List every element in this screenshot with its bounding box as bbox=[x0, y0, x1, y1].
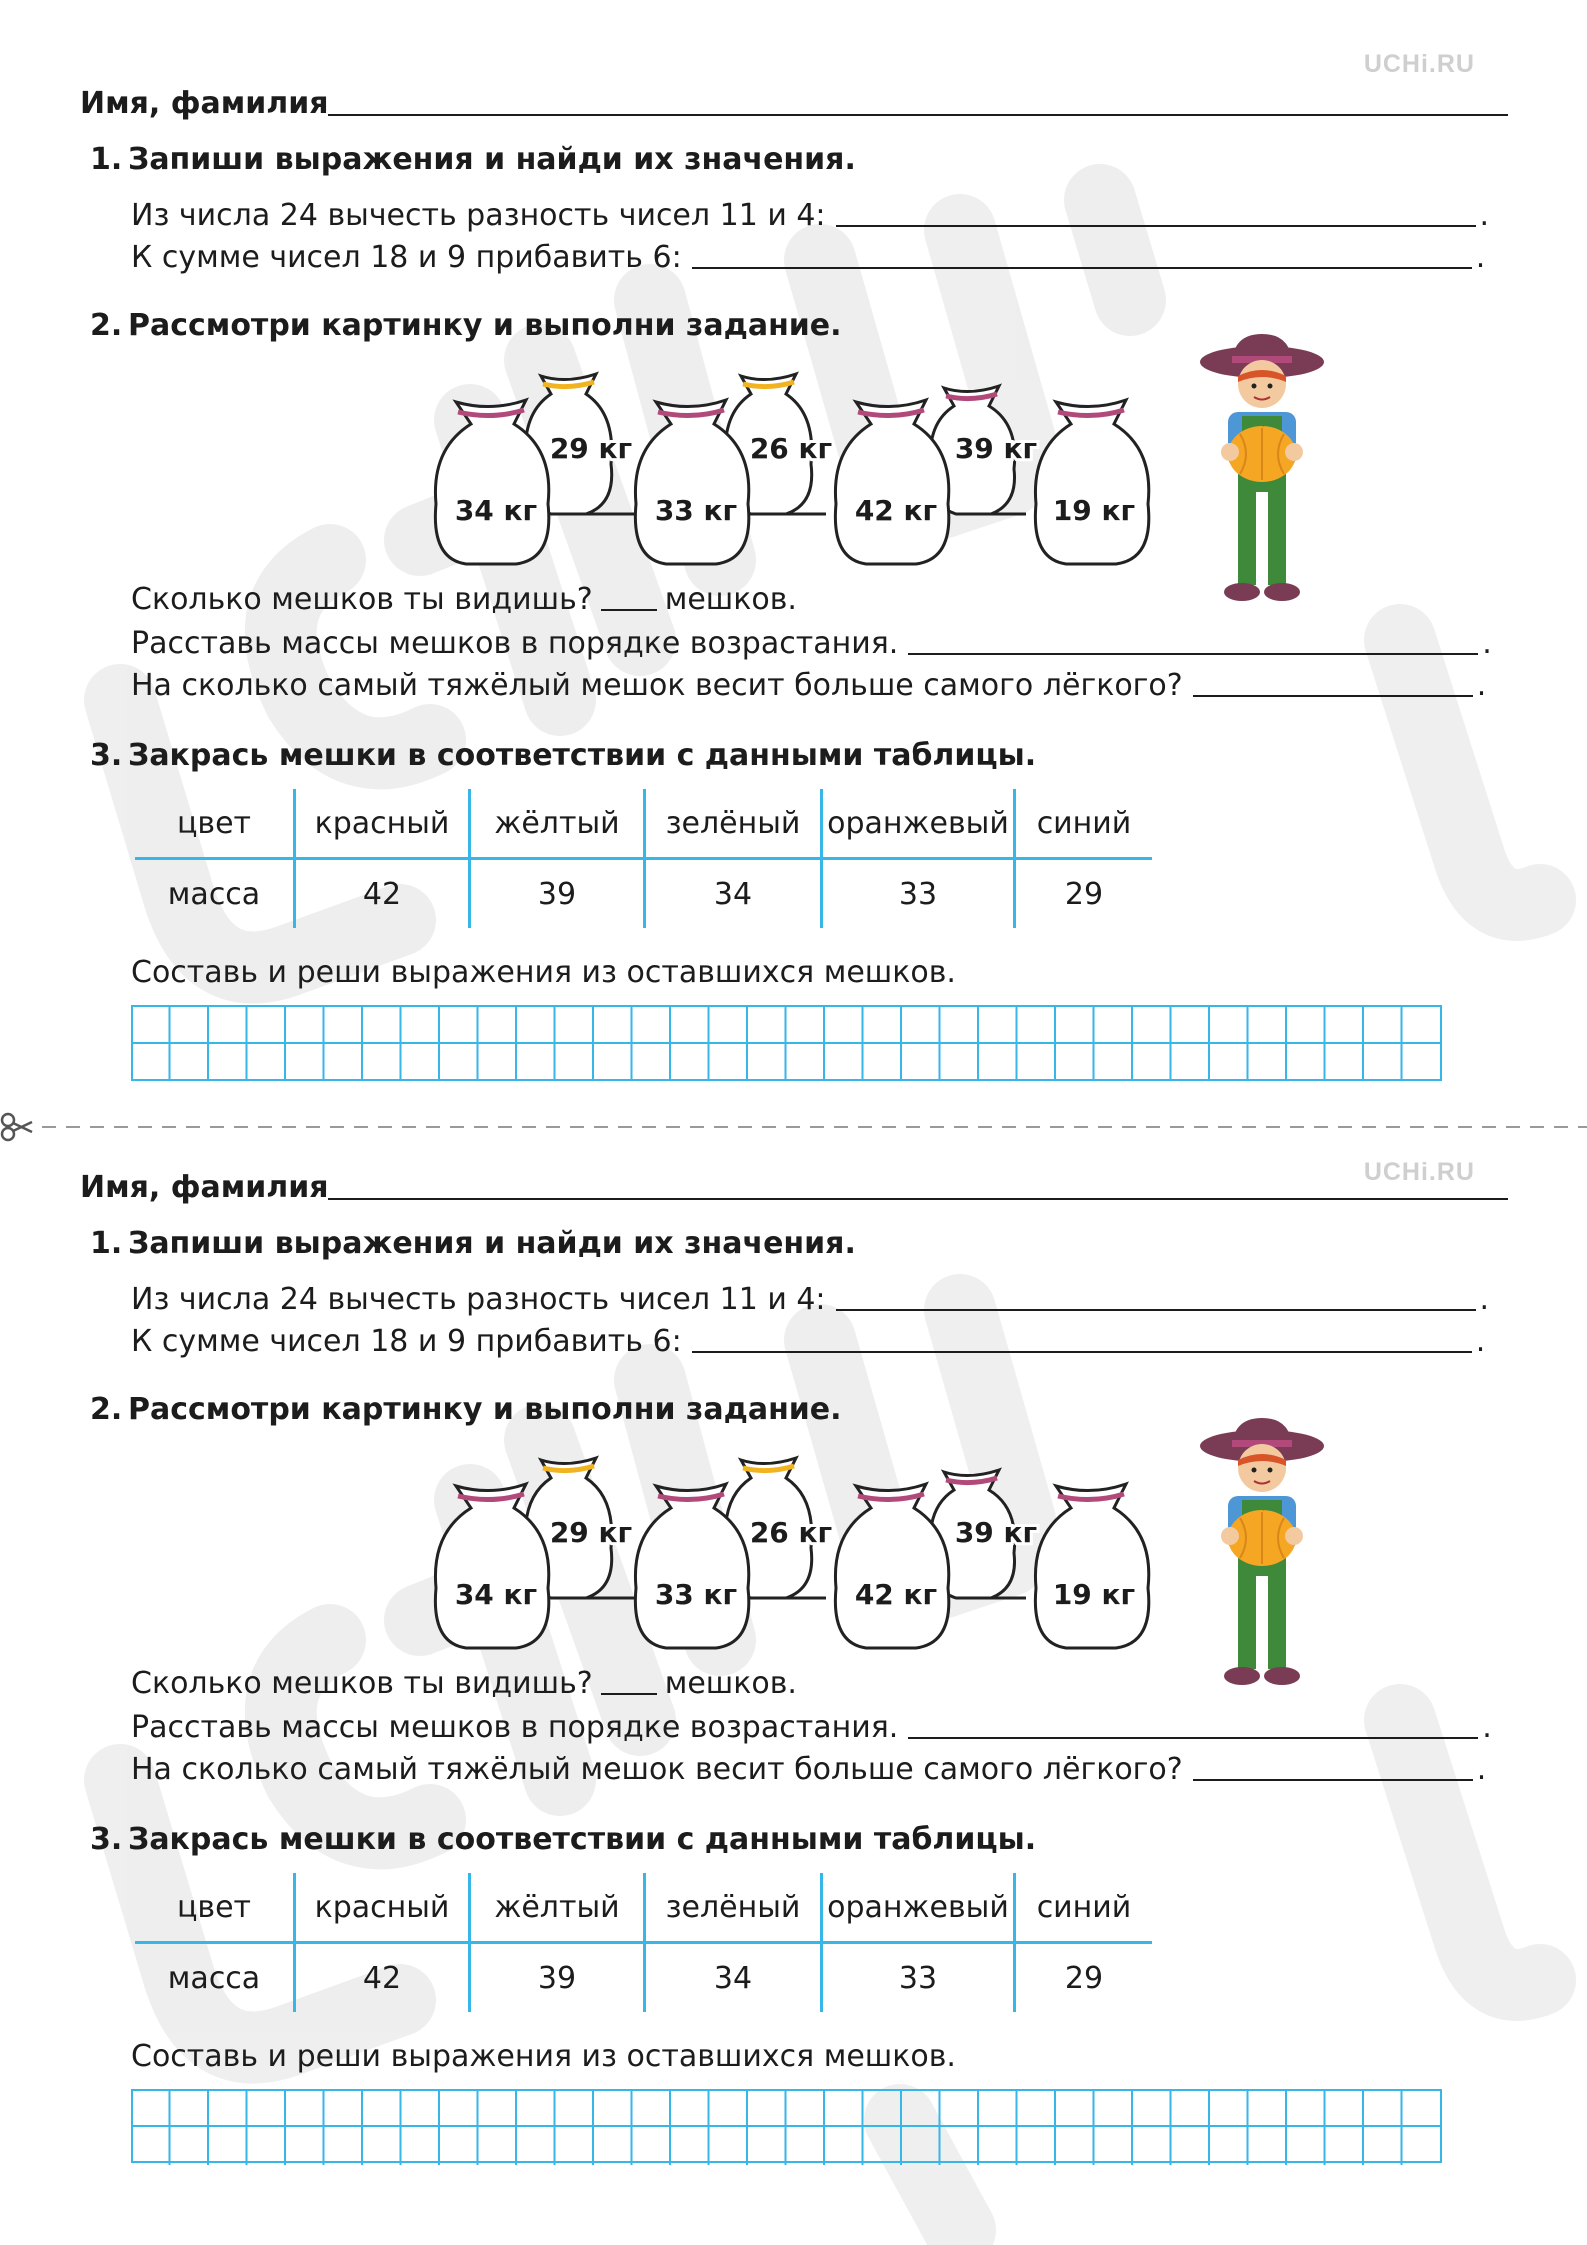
table-cell: жёлтый bbox=[470, 788, 645, 859]
task1-line1 bbox=[131, 1282, 1489, 1317]
table-cell: масса bbox=[134, 859, 295, 930]
answer-grid[interactable] bbox=[131, 1005, 1442, 1081]
answer-line[interactable] bbox=[1193, 693, 1473, 697]
table-cell: 29 bbox=[1015, 1943, 1154, 2014]
table-cell: синий bbox=[1015, 1872, 1154, 1943]
color-mass-table bbox=[132, 786, 1155, 931]
bag-label: 39 кг bbox=[954, 432, 1038, 465]
task1-title bbox=[90, 142, 856, 177]
worksheet-top bbox=[0, 0, 1587, 1080]
worksheet-bottom bbox=[0, 1082, 1587, 2162]
bag-label: 34 кг bbox=[454, 494, 538, 527]
bag-label: 33 кг bbox=[654, 494, 738, 527]
bags-illustration bbox=[426, 354, 1186, 574]
task1-line2 bbox=[131, 240, 1485, 275]
task-title-text: Рассмотри картинку и выполни задание. bbox=[128, 308, 842, 343]
name-input-line[interactable] bbox=[328, 1198, 1508, 1200]
expression-prompt: К сумме чисел 18 и 9 прибавить 6: bbox=[131, 1324, 682, 1359]
bag-label: 26 кг bbox=[749, 1516, 833, 1549]
table-cell: зелёный bbox=[645, 1872, 822, 1943]
expression-prompt: Из числа 24 вычесть разность чисел 11 и 4: bbox=[131, 1282, 826, 1317]
bags-illustration bbox=[426, 1438, 1186, 1658]
table-cell: 42 bbox=[295, 859, 470, 930]
period: . bbox=[1475, 240, 1486, 275]
task2-q1 bbox=[131, 582, 797, 617]
task-number: 3. bbox=[90, 738, 123, 773]
expression-prompt: Из числа 24 вычесть разность чисел 11 и 4: bbox=[131, 198, 826, 233]
farmer-illustration bbox=[1192, 1418, 1332, 1698]
table-cell: 33 bbox=[822, 1943, 1015, 2014]
table-cell: 39 bbox=[470, 1943, 645, 2014]
task2-q1 bbox=[131, 1666, 797, 1701]
task2-q3 bbox=[131, 668, 1486, 703]
answer-line[interactable] bbox=[908, 651, 1478, 655]
answer-line[interactable] bbox=[692, 265, 1472, 269]
task3-instruction: Составь и реши выражения из оставшихся мешков. bbox=[131, 2039, 956, 2074]
task3-title bbox=[90, 738, 1036, 773]
task-number: 1. bbox=[90, 1226, 123, 1261]
task1-title bbox=[90, 1226, 856, 1261]
name-input-line[interactable] bbox=[328, 114, 1508, 116]
bag-42 bbox=[835, 1484, 948, 1648]
answer-line[interactable] bbox=[692, 1349, 1472, 1353]
name-label: Имя, фамилия bbox=[80, 86, 329, 121]
name-label: Имя, фамилия bbox=[80, 1170, 329, 1205]
question-text: Расставь массы мешков в порядке возрастания. bbox=[131, 626, 899, 661]
task-title-text: Рассмотри картинку и выполни задание. bbox=[128, 1392, 842, 1427]
table-row bbox=[134, 788, 1154, 859]
table-cell: 39 bbox=[470, 859, 645, 930]
task-title-text: Закрась мешки в соответствии с данными таблицы. bbox=[128, 1822, 1037, 1857]
task2-q3 bbox=[131, 1752, 1486, 1787]
bag-label: 29 кг bbox=[549, 432, 633, 465]
period: . bbox=[1482, 1710, 1492, 1745]
task-title-text: Закрась мешки в соответствии с данными таблицы. bbox=[128, 738, 1037, 773]
bag-label: 19 кг bbox=[1052, 1578, 1136, 1611]
table-row bbox=[134, 1872, 1154, 1943]
table-row bbox=[134, 859, 1154, 930]
bag-label: 29 кг bbox=[549, 1516, 633, 1549]
question-text: Расставь массы мешков в порядке возрастания. bbox=[131, 1710, 899, 1745]
task2-q2 bbox=[131, 626, 1492, 661]
bag-label: 42 кг bbox=[854, 1578, 938, 1611]
table-cell: 34 bbox=[645, 859, 822, 930]
task-number: 2. bbox=[90, 1392, 123, 1427]
bag-19 bbox=[1035, 400, 1148, 564]
table-cell: 34 bbox=[645, 1943, 822, 2014]
task2-q2 bbox=[131, 1710, 1492, 1745]
bag-42 bbox=[835, 400, 948, 564]
period: . bbox=[1479, 198, 1490, 233]
table-cell: цвет bbox=[134, 788, 295, 859]
task1-line1 bbox=[131, 198, 1489, 233]
period: . bbox=[1476, 668, 1487, 703]
table-cell: оранжевый bbox=[822, 788, 1015, 859]
question-text: На сколько самый тяжёлый мешок весит больше самого лёгкого? bbox=[131, 668, 1183, 703]
question-text: Сколько мешков ты видишь? bbox=[131, 582, 593, 617]
color-mass-table bbox=[132, 1870, 1155, 2015]
table-cell: цвет bbox=[134, 1872, 295, 1943]
task-number: 3. bbox=[90, 1822, 123, 1857]
task3-title bbox=[90, 1822, 1036, 1857]
farmer-illustration bbox=[1192, 334, 1332, 614]
period: . bbox=[1475, 1324, 1486, 1359]
answer-line[interactable] bbox=[836, 223, 1476, 227]
question-text: На сколько самый тяжёлый мешок весит больше самого лёгкого? bbox=[131, 1752, 1183, 1787]
count-blank[interactable] bbox=[601, 609, 657, 611]
brand-logo: UCHi.RU bbox=[1363, 50, 1475, 78]
question-text: мешков. bbox=[664, 1666, 797, 1701]
answer-line[interactable] bbox=[1193, 1777, 1473, 1781]
expression-prompt: К сумме чисел 18 и 9 прибавить 6: bbox=[131, 240, 682, 275]
task1-line2 bbox=[131, 1324, 1485, 1359]
table-cell: зелёный bbox=[645, 788, 822, 859]
table-cell: жёлтый bbox=[470, 1872, 645, 1943]
answer-line[interactable] bbox=[836, 1307, 1476, 1311]
period: . bbox=[1482, 626, 1492, 661]
bag-19 bbox=[1035, 1484, 1148, 1648]
task2-title bbox=[90, 1392, 842, 1427]
table-row bbox=[134, 1943, 1154, 2014]
answer-line[interactable] bbox=[908, 1735, 1478, 1739]
period: . bbox=[1479, 1282, 1490, 1317]
question-text: мешков. bbox=[664, 582, 797, 617]
answer-grid[interactable] bbox=[131, 2089, 1442, 2165]
task-number: 1. bbox=[90, 142, 123, 177]
bag-label: 33 кг bbox=[654, 1578, 738, 1611]
table-cell: 33 bbox=[822, 859, 1015, 930]
bag-label: 42 кг bbox=[854, 494, 938, 527]
bag-label: 26 кг bbox=[749, 432, 833, 465]
task-title-text: Запиши выражения и найди их значения. bbox=[128, 142, 856, 177]
table-cell: синий bbox=[1015, 788, 1154, 859]
table-cell: оранжевый bbox=[822, 1872, 1015, 1943]
table-cell: красный bbox=[295, 1872, 470, 1943]
count-blank[interactable] bbox=[601, 1693, 657, 1695]
table-cell: красный bbox=[295, 788, 470, 859]
bag-label: 39 кг bbox=[954, 1516, 1038, 1549]
task-number: 2. bbox=[90, 308, 123, 343]
task-title-text: Запиши выражения и найди их значения. bbox=[128, 1226, 856, 1261]
brand-logo: UCHi.RU bbox=[1363, 1158, 1475, 1186]
task2-title bbox=[90, 308, 842, 343]
table-cell: 29 bbox=[1015, 859, 1154, 930]
bag-label: 34 кг bbox=[454, 1578, 538, 1611]
period: . bbox=[1476, 1752, 1487, 1787]
question-text: Сколько мешков ты видишь? bbox=[131, 1666, 593, 1701]
table-cell: масса bbox=[134, 1943, 295, 2014]
table-cell: 42 bbox=[295, 1943, 470, 2014]
bag-label: 19 кг bbox=[1052, 494, 1136, 527]
task3-instruction: Составь и реши выражения из оставшихся мешков. bbox=[131, 955, 956, 990]
